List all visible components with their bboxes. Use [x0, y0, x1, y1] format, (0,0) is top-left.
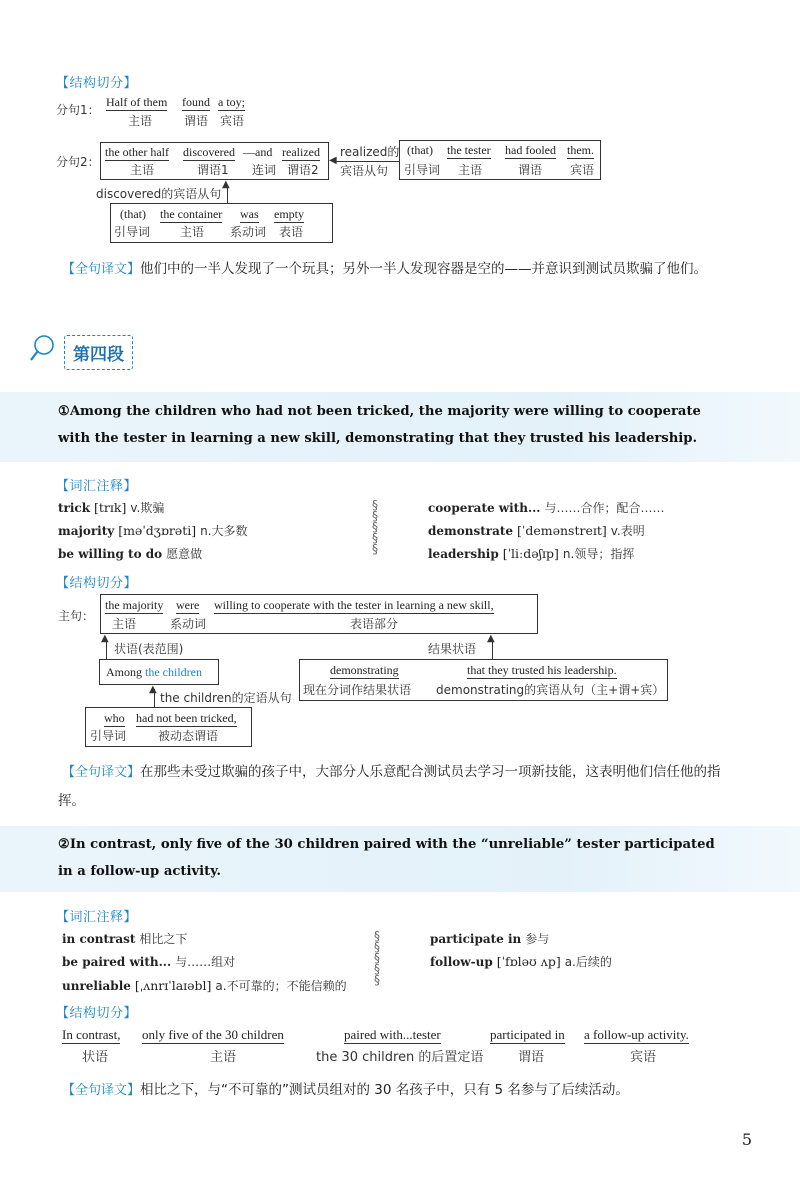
clause2-word-conj: —and: [243, 145, 273, 159]
main-clause-role-subject: 主语: [112, 617, 137, 631]
structure-tag-3: 【结构切分】: [56, 1006, 138, 1021]
s2-word-attributive: paired with...tester: [344, 1027, 441, 1042]
clause1-word-verb: found: [182, 95, 210, 109]
vocab1-left-item: majority [məˈdʒɒrəti] n.大多数: [58, 523, 248, 538]
object-clause-word-1: (that): [407, 143, 433, 157]
clause2-word-verb1: discovered: [183, 145, 235, 159]
clause2-link-label: realized的: [340, 145, 400, 159]
sub-clause-role-3: 系动词: [230, 225, 267, 239]
sub-clause-word-3: was: [240, 207, 259, 221]
section-title: 第四段: [64, 335, 133, 370]
vocab2-right-item: follow-up [ˈfɒləʊ ʌp] a.后续的: [430, 954, 612, 969]
translation-text-3: 相比之下，与“不可靠的”测试员组对的 30 名孩子中，只有 5 名参与了后续活动。: [140, 1082, 629, 1098]
translation-paragraph-3: [58, 1076, 738, 1105]
vocab1-right-item: cooperate with... 与……合作；配合……: [428, 501, 665, 515]
translation-tag-2: 【全句译文】: [62, 765, 141, 780]
vocab2-left-item: unreliable [ˌʌnrɪˈlaɪəbl] a.不可靠的；不能信赖的: [62, 978, 347, 993]
discovered-link-arrowhead: ▲: [222, 179, 230, 190]
attributive-link-arrowhead: ▲: [149, 684, 157, 695]
translation-paragraph-2: [58, 758, 738, 815]
object-clause-role-3: 谓语: [518, 163, 543, 177]
clause1-role-verb: 谓语: [184, 114, 209, 128]
s2-role-adverbial: 状语: [82, 1050, 109, 1065]
s2-role-object: 宾语: [630, 1050, 657, 1065]
translation-text-1: 他们中的一半人发现了一个玩具；另外一半人发现容器是空的——并意识到测试员欺骗了他们。: [140, 261, 708, 277]
translation-text-2: 在那些未受过欺骗的孩子中，大部分人乐意配合测试员去学习一项新技能，这表明他们信任他的指挥。: [58, 764, 721, 809]
vocab1-right-item: demonstrate [ˈdemənstreɪt] v.表明: [428, 523, 645, 538]
s2-role-subject: 主语: [210, 1050, 237, 1065]
clause1-word-subject: Half of them: [106, 95, 168, 109]
magnifier-icon: [28, 333, 56, 365]
s2-role-predicate: 谓语: [518, 1050, 545, 1065]
adverbial-label: 状语(表范围): [114, 642, 184, 656]
vocab1-wavy-divider: § § § § §: [372, 498, 378, 556]
clause2-role-subject: 主语: [130, 163, 155, 177]
sub-clause-word-2: the container: [160, 207, 223, 221]
main-clause-role-predicative: 表语部分: [350, 617, 399, 631]
vocab-tag-1: 【词汇注释】: [56, 479, 138, 494]
vocab1-right-item: leadership [ˈliːdəʃɪp] n.领导；指挥: [428, 546, 635, 561]
clause2-role-conj: 连词: [252, 163, 277, 177]
translation-tag-1: 【全句译文】: [62, 262, 141, 277]
clause2-link-line: [333, 161, 399, 162]
structure-tag-2: 【结构切分】: [56, 576, 138, 591]
translation-paragraph-1: [58, 255, 738, 284]
vocab2-left-item: be paired with... 与……组对: [62, 955, 236, 969]
s2-word-subject: only five of the 30 children: [142, 1027, 284, 1042]
main-clause-word-linking: were: [176, 598, 200, 612]
vocab2-right-item: participate in 参与: [430, 932, 550, 946]
s2-word-object: a follow-up activity.: [584, 1027, 689, 1042]
main-clause-word-predicative: willing to cooperate with the tester in learning a new skill,: [214, 598, 494, 612]
sub-clause-role-4: 表语: [279, 225, 304, 239]
relative-role-1: 引导词: [90, 729, 127, 743]
among-word: Among the children: [106, 665, 202, 679]
main-clause-role-linking: 系动词: [170, 617, 207, 631]
object-clause-role-1: 引导词: [404, 163, 441, 177]
relative-word-2: had not been tricked,: [136, 711, 237, 725]
sub-clause-role-2: 主语: [180, 225, 205, 239]
main-clause-word-subject: the majority: [105, 598, 164, 612]
result-label: 结果状语: [428, 642, 477, 656]
s2-role-attributive: the 30 children 的后置定语: [316, 1050, 484, 1065]
clause1-role-object: 宾语: [220, 114, 245, 128]
adverbial-link-arrowhead: ▲: [101, 633, 109, 644]
translation-tag-3: 【全句译文】: [62, 1083, 141, 1098]
result-word-participle: demonstrating: [330, 663, 399, 677]
result-word-clause: that they trusted his leadership.: [467, 663, 617, 677]
clause1-role-subject: 主语: [128, 114, 153, 128]
object-clause-role-2: 主语: [458, 163, 483, 177]
s2-word-predicate: participated in: [490, 1027, 565, 1042]
vocab1-left-item: trick [trɪk] v.欺骗: [58, 500, 165, 515]
discovered-link-label: discovered的宾语从句: [96, 187, 222, 201]
clause2-role-verb2: 谓语2: [287, 163, 319, 177]
s2-word-adverbial: In contrast,: [62, 1027, 121, 1042]
sub-clause-word-4: empty: [274, 207, 304, 221]
sentence1-text: ①Among the children who had not been tricked, the majority were willing to cooperate with the tester in learning a new skill, demonstrating that they trusted his leadership.: [58, 404, 701, 446]
vocab1-left-item: be willing to do 愿意做: [58, 547, 203, 561]
clause2-role-verb1: 谓语1: [197, 163, 229, 177]
attributive-label: the children的定语从句: [160, 691, 292, 705]
clause2-label: 分句2：: [56, 155, 100, 169]
sentence2-text: ②In contrast, only five of the 30 children paired with the “unreliable” tester participated in a follow-up activity.: [58, 837, 715, 879]
result-role-clause: demonstrating的宾语从句（主+谓+宾）: [436, 683, 665, 697]
main-clause-label: 主句：: [58, 609, 95, 623]
structure-tag-1: 【结构切分】: [56, 76, 138, 91]
clause2-link-arrowhead: ◀: [329, 155, 337, 166]
object-clause-word-4: them.: [567, 143, 594, 157]
object-clause-word-3: had fooled: [505, 143, 556, 157]
clause2-word-subject: the other half: [105, 145, 169, 159]
page-number: 5: [741, 1130, 752, 1149]
relative-role-2: 被动态谓语: [158, 729, 219, 743]
object-clause-word-2: the tester: [447, 143, 491, 157]
clause2-link-role: 宾语从句: [340, 164, 389, 178]
vocab-tag-2: 【词汇注释】: [56, 910, 138, 925]
vocab2-left-item: in contrast 相比之下: [62, 932, 188, 946]
relative-word-1: who: [104, 711, 125, 725]
sub-clause-word-1: (that): [120, 207, 146, 221]
result-role-participle: 现在分词作结果状语: [303, 683, 412, 697]
sub-clause-role-1: 引导词: [114, 225, 151, 239]
object-clause-role-4: 宾语: [570, 163, 595, 177]
vocab2-wavy-divider: § § § § §: [374, 929, 380, 987]
clause1-label: 分句1：: [56, 103, 100, 117]
clause1-word-object: a toy;: [218, 95, 245, 109]
clause2-word-verb2: realized: [282, 145, 320, 159]
result-link-arrowhead: ▲: [487, 633, 495, 644]
